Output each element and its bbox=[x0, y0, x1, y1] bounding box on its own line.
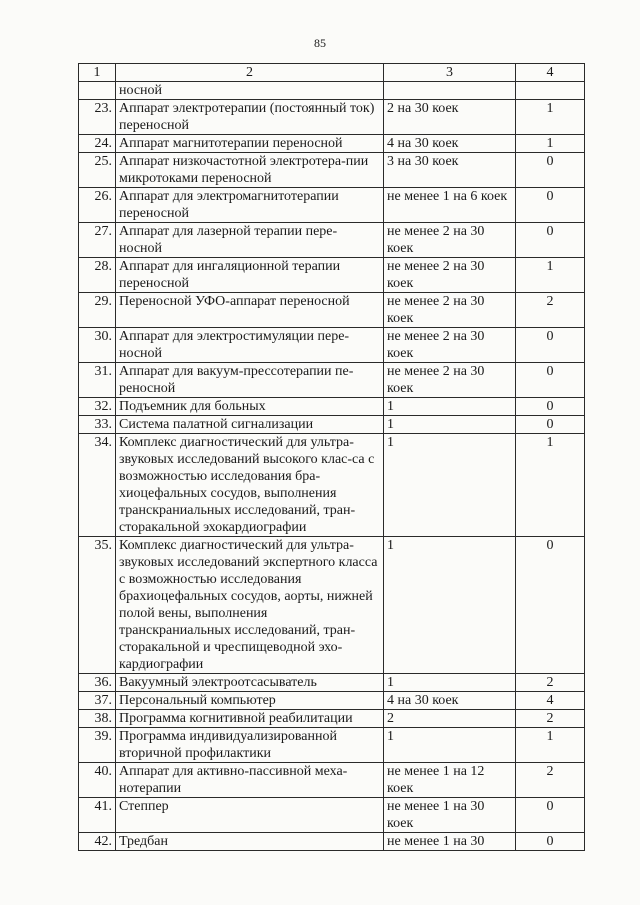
row-number-cell: 25. bbox=[79, 153, 116, 188]
equipment-table bbox=[78, 63, 585, 851]
item-name-cell: Программа когнитивной реабилитации bbox=[116, 710, 384, 728]
row-number-cell: 34. bbox=[79, 434, 116, 537]
count-cell: 1 bbox=[516, 100, 585, 135]
row-number-cell: 29. bbox=[79, 293, 116, 328]
quantity-cell: 1 bbox=[384, 398, 516, 416]
item-name-cell: Подъемник для больных bbox=[116, 398, 384, 416]
table-row bbox=[79, 833, 585, 851]
row-number-cell: 33. bbox=[79, 416, 116, 434]
table-row bbox=[79, 328, 585, 363]
row-number-cell: 41. bbox=[79, 798, 116, 833]
table-row bbox=[79, 434, 585, 537]
table-header-row bbox=[79, 64, 585, 82]
row-number-cell: 42. bbox=[79, 833, 116, 851]
count-cell: 0 bbox=[516, 833, 585, 851]
count-cell: 2 bbox=[516, 674, 585, 692]
item-name-cell: Система палатной сигнализации bbox=[116, 416, 384, 434]
item-name-cell: Комплекс диагностический для ультра-звуковых исследований высокого клас-са с возможностью исследования бра-хиоцефальных сосудов, выполнения транскраниальных исследований, тран-сторакальной эхокардиографии bbox=[116, 434, 384, 537]
quantity-cell: 2 bbox=[384, 710, 516, 728]
item-name-cell: Вакуумный электроотсасыватель bbox=[116, 674, 384, 692]
count-cell: 4 bbox=[516, 692, 585, 710]
column-header: 2 bbox=[116, 64, 384, 82]
row-number-cell: 31. bbox=[79, 363, 116, 398]
column-header: 1 bbox=[79, 64, 116, 82]
item-name-cell: Комплекс диагностический для ультра-звуковых исследований экспертного класса с возможностью исследования брахиоцефальных сосудов, аорты, нижней полой вены, выполнения транскраниальных исследований, тран-сторакальной и чреспищеводной эхо-кардиографии bbox=[116, 537, 384, 674]
table-row bbox=[79, 82, 585, 100]
row-number-cell: 28. bbox=[79, 258, 116, 293]
row-number-cell: 26. bbox=[79, 188, 116, 223]
column-header: 4 bbox=[516, 64, 585, 82]
count-cell: 0 bbox=[516, 363, 585, 398]
table-row bbox=[79, 416, 585, 434]
item-name-cell: Программа индивидуализированной вторичной профилактики bbox=[116, 728, 384, 763]
count-cell: 0 bbox=[516, 416, 585, 434]
table-row bbox=[79, 537, 585, 674]
item-name-cell: Тредбан bbox=[116, 833, 384, 851]
table-row bbox=[79, 398, 585, 416]
item-name-cell: Аппарат для вакуум-прессотерапии пе-реносной bbox=[116, 363, 384, 398]
count-cell: 0 bbox=[516, 188, 585, 223]
page-number: 85 bbox=[314, 36, 326, 50]
count-cell: 1 bbox=[516, 434, 585, 537]
quantity-cell: не менее 2 на 30 коек bbox=[384, 258, 516, 293]
count-cell: 0 bbox=[516, 153, 585, 188]
table-row bbox=[79, 363, 585, 398]
item-name-cell: Переносной УФО-аппарат переносной bbox=[116, 293, 384, 328]
row-number-cell: 35. bbox=[79, 537, 116, 674]
table-row bbox=[79, 710, 585, 728]
item-name-cell: Аппарат для лазерной терапии пере-носной bbox=[116, 223, 384, 258]
table-row bbox=[79, 763, 585, 798]
quantity-cell: 1 bbox=[384, 674, 516, 692]
quantity-cell bbox=[384, 82, 516, 100]
quantity-cell: не менее 2 на 30 коек bbox=[384, 328, 516, 363]
count-cell: 2 bbox=[516, 293, 585, 328]
count-cell: 1 bbox=[516, 135, 585, 153]
column-header: 3 bbox=[384, 64, 516, 82]
count-cell: 2 bbox=[516, 763, 585, 798]
item-name-cell: Аппарат для электростимуляции пере-носной bbox=[116, 328, 384, 363]
quantity-cell: 1 bbox=[384, 434, 516, 537]
quantity-cell: 4 на 30 коек bbox=[384, 135, 516, 153]
row-number-cell: 30. bbox=[79, 328, 116, 363]
table-row bbox=[79, 100, 585, 135]
table-row bbox=[79, 258, 585, 293]
item-name-cell: носной bbox=[116, 82, 384, 100]
quantity-cell: 4 на 30 коек bbox=[384, 692, 516, 710]
item-name-cell: Аппарат низкочастотной электротера-пии микротоками переносной bbox=[116, 153, 384, 188]
count-cell: 0 bbox=[516, 223, 585, 258]
table-row bbox=[79, 293, 585, 328]
quantity-cell: 2 на 30 коек bbox=[384, 100, 516, 135]
quantity-cell: не менее 2 на 30 коек bbox=[384, 293, 516, 328]
item-name-cell: Аппарат для активно-пассивной меха-нотерапии bbox=[116, 763, 384, 798]
quantity-cell: не менее 1 на 12 коек bbox=[384, 763, 516, 798]
quantity-cell: не менее 1 на 30 коек bbox=[384, 798, 516, 833]
table-row bbox=[79, 188, 585, 223]
item-name-cell: Персональный компьютер bbox=[116, 692, 384, 710]
table-row bbox=[79, 153, 585, 188]
item-name-cell: Аппарат электротерапии (постоянный ток) переносной bbox=[116, 100, 384, 135]
row-number-cell: 38. bbox=[79, 710, 116, 728]
count-cell: 0 bbox=[516, 328, 585, 363]
table-row bbox=[79, 798, 585, 833]
quantity-cell: не менее 2 на 30 коек bbox=[384, 223, 516, 258]
item-name-cell: Аппарат для ингаляционной терапии переносной bbox=[116, 258, 384, 293]
quantity-cell: 1 bbox=[384, 728, 516, 763]
count-cell: 1 bbox=[516, 258, 585, 293]
table-row bbox=[79, 135, 585, 153]
count-cell: 0 bbox=[516, 798, 585, 833]
row-number-cell: 40. bbox=[79, 763, 116, 798]
count-cell: 2 bbox=[516, 710, 585, 728]
count-cell: 0 bbox=[516, 537, 585, 674]
item-name-cell: Аппарат магнитотерапии переносной bbox=[116, 135, 384, 153]
item-name-cell: Аппарат для электромагнитотерапии переносной bbox=[116, 188, 384, 223]
table-row bbox=[79, 223, 585, 258]
row-number-cell: 32. bbox=[79, 398, 116, 416]
quantity-cell: 1 bbox=[384, 537, 516, 674]
table-row bbox=[79, 674, 585, 692]
table-body bbox=[79, 82, 585, 851]
quantity-cell: не менее 2 на 30 коек bbox=[384, 363, 516, 398]
quantity-cell: не менее 1 на 6 коек bbox=[384, 188, 516, 223]
row-number-cell: 24. bbox=[79, 135, 116, 153]
quantity-cell: 3 на 30 коек bbox=[384, 153, 516, 188]
count-cell: 1 bbox=[516, 728, 585, 763]
row-number-cell bbox=[79, 82, 116, 100]
table-row bbox=[79, 728, 585, 763]
quantity-cell: 1 bbox=[384, 416, 516, 434]
quantity-cell: не менее 1 на 30 bbox=[384, 833, 516, 851]
count-cell: 0 bbox=[516, 398, 585, 416]
item-name-cell: Степпер bbox=[116, 798, 384, 833]
table-row bbox=[79, 692, 585, 710]
row-number-cell: 36. bbox=[79, 674, 116, 692]
row-number-cell: 37. bbox=[79, 692, 116, 710]
row-number-cell: 39. bbox=[79, 728, 116, 763]
row-number-cell: 23. bbox=[79, 100, 116, 135]
count-cell bbox=[516, 82, 585, 100]
row-number-cell: 27. bbox=[79, 223, 116, 258]
